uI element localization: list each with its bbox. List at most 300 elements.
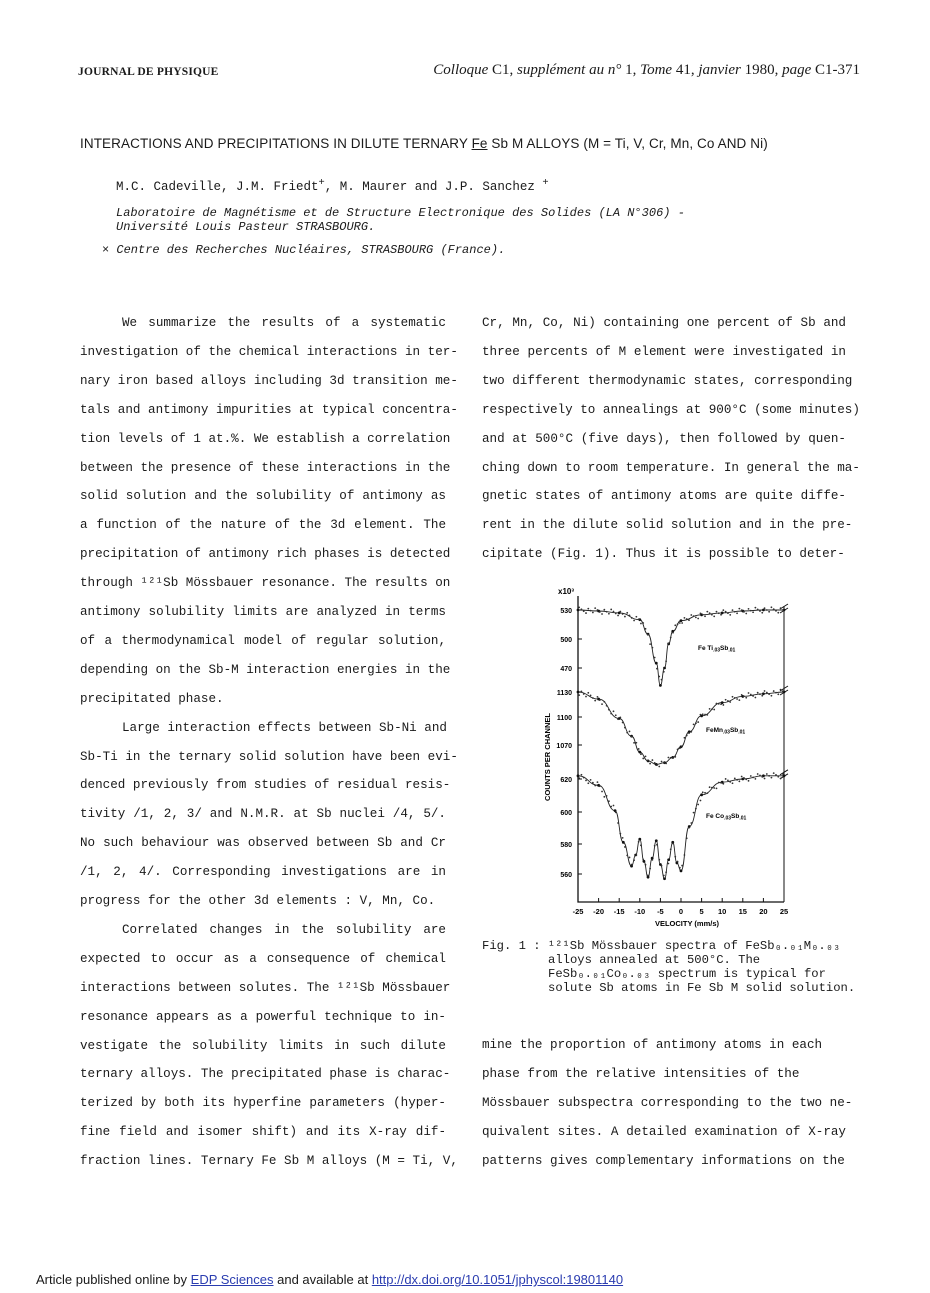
data-point bbox=[716, 787, 718, 789]
data-point bbox=[603, 796, 605, 798]
doi-link[interactable]: http://dx.doi.org/10.1051/jphyscol:19801140 bbox=[371, 1272, 624, 1287]
text-line: No such behaviour was observed between Sb and Cr bbox=[80, 836, 446, 851]
y-multiplier-label: x10³ bbox=[558, 587, 575, 596]
data-point bbox=[745, 613, 747, 615]
publisher-link[interactable]: EDP Sciences bbox=[190, 1272, 274, 1287]
data-point bbox=[775, 774, 777, 776]
text-line: progress for the other 3d elements : V, Mn, Co. bbox=[80, 894, 436, 908]
data-point bbox=[578, 694, 580, 696]
data-point bbox=[706, 611, 708, 613]
data-point bbox=[665, 660, 667, 662]
data-point bbox=[695, 722, 697, 724]
y-tick-label: 580 bbox=[560, 842, 572, 849]
data-point bbox=[727, 779, 729, 781]
data-point bbox=[727, 700, 729, 702]
data-point bbox=[750, 610, 752, 612]
data-point bbox=[615, 613, 617, 615]
affiliation-primary: Laboratoire de Magnétisme et de Structure Electronique des Solides (LA N°306) - Université Louis Pasteur STRASBOURG. bbox=[116, 206, 685, 234]
data-point bbox=[690, 822, 692, 824]
text-line: ternary alloys. The precipitated phase is charac- bbox=[80, 1067, 451, 1082]
data-point bbox=[782, 609, 784, 611]
data-point bbox=[736, 779, 738, 781]
data-point bbox=[578, 777, 580, 779]
data-point bbox=[686, 837, 688, 839]
issue-reference: Colloque C1, supplément au n° 1, Tome 41, janvier 1980, page C1-371 bbox=[433, 62, 860, 78]
data-point bbox=[674, 756, 676, 758]
data-point bbox=[725, 778, 727, 780]
data-point bbox=[631, 617, 633, 619]
data-point bbox=[725, 699, 727, 701]
data-point bbox=[681, 622, 683, 624]
data-point bbox=[734, 611, 736, 613]
text-line: tals and antimony impurities at typical concentra- bbox=[80, 402, 458, 417]
data-point bbox=[622, 837, 624, 839]
data-point bbox=[752, 695, 754, 697]
data-point bbox=[656, 844, 658, 846]
mossbauer-spectra-figure bbox=[530, 582, 792, 934]
data-point bbox=[729, 614, 731, 616]
data-point bbox=[752, 611, 754, 613]
data-point bbox=[752, 777, 754, 779]
data-point bbox=[750, 775, 752, 777]
data-point bbox=[658, 676, 660, 678]
paper-title: INTERACTIONS AND PRECIPITATIONS IN DILUTE TERNARY Fe Sb M ALLOYS (M = Ti, V, Cr, Mn, Co AND Ni) bbox=[80, 136, 768, 151]
data-point bbox=[757, 608, 759, 610]
data-point bbox=[780, 607, 782, 609]
data-point bbox=[777, 612, 779, 614]
data-point bbox=[603, 701, 605, 703]
data-point bbox=[656, 764, 658, 766]
data-point bbox=[711, 708, 713, 710]
data-point bbox=[638, 841, 640, 843]
data-point bbox=[581, 774, 583, 776]
x-tick-label: -20 bbox=[593, 907, 605, 916]
data-point bbox=[679, 867, 681, 869]
text-line: two different thermodynamic states, corresponding bbox=[482, 373, 853, 388]
data-point bbox=[624, 727, 626, 729]
data-point bbox=[771, 777, 773, 779]
data-point bbox=[725, 611, 727, 613]
data-point bbox=[613, 710, 615, 712]
data-point bbox=[581, 690, 583, 692]
data-point bbox=[721, 612, 724, 615]
data-point bbox=[764, 690, 766, 692]
data-point bbox=[651, 759, 653, 761]
data-point bbox=[665, 871, 667, 873]
text-line: patterns gives complementary informations on the bbox=[482, 1153, 845, 1168]
data-point bbox=[640, 623, 642, 625]
text-line: precipitated phase. bbox=[80, 691, 224, 706]
data-point bbox=[615, 812, 617, 814]
data-point bbox=[619, 611, 621, 613]
data-point bbox=[585, 612, 587, 614]
data-point bbox=[583, 610, 585, 612]
data-point bbox=[734, 697, 736, 699]
data-point bbox=[661, 761, 663, 763]
data-point bbox=[720, 614, 722, 616]
data-point bbox=[761, 612, 763, 614]
text-line: Large interaction effects between Sb-Ni and bbox=[122, 720, 447, 735]
data-point bbox=[631, 864, 633, 866]
data-point bbox=[626, 854, 628, 856]
data-point bbox=[768, 775, 770, 777]
data-point bbox=[608, 709, 610, 711]
data-point bbox=[780, 689, 782, 691]
data-point bbox=[764, 778, 766, 780]
data-point bbox=[722, 609, 724, 611]
data-point bbox=[716, 703, 718, 705]
data-point bbox=[645, 864, 647, 866]
data-point bbox=[663, 762, 665, 764]
data-point bbox=[693, 723, 695, 725]
data-point bbox=[663, 667, 666, 670]
fit-curve-3 bbox=[578, 776, 784, 879]
data-point bbox=[775, 692, 777, 694]
data-point bbox=[738, 780, 740, 782]
data-point bbox=[718, 782, 720, 784]
x-tick-label: 25 bbox=[779, 907, 789, 916]
y-tick-label: 560 bbox=[560, 872, 572, 879]
data-point bbox=[635, 616, 637, 618]
data-point bbox=[585, 696, 587, 698]
data-point bbox=[718, 612, 720, 614]
data-point bbox=[754, 607, 756, 609]
x-tick-label: 5 bbox=[699, 907, 704, 916]
text-line: through ¹²¹Sb Mössbauer resonance. The results on bbox=[80, 576, 451, 591]
data-point bbox=[695, 808, 697, 810]
data-point bbox=[578, 606, 580, 608]
data-point bbox=[732, 609, 734, 611]
text-line: solid solution and the solubility of antimony as bbox=[80, 489, 446, 504]
data-point bbox=[635, 854, 637, 856]
data-point bbox=[759, 693, 761, 695]
data-point bbox=[706, 714, 708, 716]
data-point bbox=[655, 839, 658, 842]
data-point bbox=[651, 859, 653, 861]
data-point bbox=[622, 613, 624, 615]
data-point bbox=[718, 703, 720, 705]
text-line: ching down to room temperature. In general the ma- bbox=[482, 460, 860, 475]
text-line: Correlated changes in the solubility are bbox=[122, 922, 446, 937]
left-column bbox=[80, 316, 458, 1176]
data-point bbox=[638, 618, 640, 620]
data-point bbox=[599, 699, 601, 701]
data-point bbox=[661, 679, 663, 681]
data-point bbox=[667, 858, 670, 861]
data-point bbox=[777, 693, 779, 695]
data-point bbox=[638, 748, 640, 750]
text-line: denced previously from studies of residual resis- bbox=[80, 778, 451, 793]
data-point bbox=[768, 611, 770, 613]
data-point bbox=[649, 868, 651, 870]
data-point bbox=[649, 643, 651, 645]
data-point bbox=[777, 776, 779, 778]
data-point bbox=[672, 632, 674, 634]
data-point bbox=[590, 610, 592, 612]
data-point bbox=[771, 606, 773, 608]
text-line: cipitate (Fig. 1). Thus it is possible to deter- bbox=[482, 547, 845, 562]
data-point bbox=[713, 787, 715, 789]
data-point bbox=[750, 694, 752, 696]
data-point bbox=[617, 615, 619, 617]
data-point bbox=[635, 742, 637, 744]
y-tick-label: 470 bbox=[560, 666, 572, 673]
text-line: gnetic states of antimony atoms are quite diffe- bbox=[482, 489, 846, 504]
text-line: expected to occur as a consequence of chemical bbox=[80, 951, 446, 966]
data-point bbox=[624, 846, 626, 848]
data-point bbox=[629, 857, 631, 859]
data-point bbox=[587, 692, 589, 694]
data-point bbox=[768, 693, 770, 695]
y-tick-label: 1070 bbox=[556, 743, 572, 750]
journal-name: JOURNAL DE PHYSIQUE bbox=[78, 66, 219, 78]
data-point bbox=[688, 827, 690, 829]
data-point bbox=[672, 843, 674, 845]
data-point bbox=[697, 618, 699, 620]
data-point bbox=[663, 875, 665, 877]
data-point bbox=[693, 812, 695, 814]
text-line: phase from the relative intensities of the bbox=[482, 1066, 800, 1081]
data-point bbox=[773, 772, 775, 774]
text-line: fraction lines. Ternary Fe Sb M alloys (M = Ti, V, bbox=[80, 1154, 458, 1169]
data-point bbox=[679, 747, 681, 749]
data-point bbox=[729, 781, 731, 783]
data-point bbox=[577, 609, 580, 612]
data-point bbox=[606, 705, 608, 707]
fit-curve-2 bbox=[578, 692, 784, 764]
data-point bbox=[629, 731, 631, 733]
data-point bbox=[577, 774, 580, 777]
data-point bbox=[727, 612, 729, 614]
data-point bbox=[601, 703, 603, 705]
data-point bbox=[773, 608, 775, 610]
data-point bbox=[642, 859, 644, 861]
author-list: M.C. Cadeville, J.M. Friedt+, M. Maurer and J.P. Sanchez + bbox=[116, 177, 549, 195]
data-point bbox=[651, 647, 653, 649]
data-point bbox=[688, 732, 690, 734]
data-point bbox=[655, 662, 658, 665]
y-tick-label: 600 bbox=[560, 810, 572, 817]
y-tick-label: 500 bbox=[560, 637, 572, 644]
data-point bbox=[668, 757, 670, 759]
caption-line: Fig. 1 : ¹²¹Sb Mössbauer spectra of FeSb₀.₀₁M₀.₀₃ bbox=[482, 939, 841, 953]
data-point bbox=[597, 696, 599, 698]
data-point bbox=[702, 791, 704, 793]
data-point bbox=[581, 608, 583, 610]
data-point bbox=[642, 758, 644, 760]
data-point bbox=[665, 763, 667, 765]
x-tick-label: 10 bbox=[718, 907, 727, 916]
data-point bbox=[757, 773, 759, 775]
data-point bbox=[704, 792, 706, 794]
data-point bbox=[610, 806, 612, 808]
data-point bbox=[592, 612, 594, 614]
data-point bbox=[677, 861, 679, 863]
data-point bbox=[608, 613, 610, 615]
data-point bbox=[590, 779, 592, 781]
data-point bbox=[668, 642, 670, 644]
data-point bbox=[713, 709, 715, 711]
data-point bbox=[587, 608, 589, 610]
data-point bbox=[711, 614, 713, 616]
data-point bbox=[658, 766, 660, 768]
x-tick-label: -15 bbox=[613, 907, 625, 916]
data-point bbox=[722, 704, 724, 706]
data-point bbox=[613, 805, 615, 807]
data-point bbox=[759, 775, 761, 777]
data-point bbox=[633, 620, 635, 622]
text-line: tivity /1, 2, 3/ and N.M.R. at Sb nuclei /4, 5/. bbox=[80, 807, 446, 822]
data-point bbox=[592, 782, 594, 784]
data-point bbox=[603, 609, 605, 611]
data-point bbox=[583, 693, 585, 695]
x-tick-label: 0 bbox=[678, 907, 684, 916]
data-point bbox=[622, 722, 624, 724]
data-point bbox=[617, 718, 619, 720]
data-point bbox=[674, 624, 676, 626]
data-point bbox=[761, 776, 763, 778]
data-point bbox=[597, 609, 599, 611]
data-point bbox=[680, 869, 683, 872]
data-point bbox=[706, 792, 708, 794]
y-tick-label: 1100 bbox=[556, 715, 572, 722]
data-point bbox=[704, 615, 706, 617]
data-point bbox=[654, 657, 656, 659]
data-point bbox=[585, 780, 587, 782]
data-point bbox=[713, 615, 715, 617]
data-point bbox=[643, 860, 646, 863]
text-line: vestigate the solubility limits in such dilute bbox=[80, 1038, 446, 1053]
text-line: depending on the Sb-M interaction energies in the bbox=[80, 662, 451, 677]
x-tick-label: -25 bbox=[572, 907, 584, 916]
data-point bbox=[736, 698, 738, 700]
data-point bbox=[766, 773, 768, 775]
text-line: precipitation of antimony rich phases is detected bbox=[80, 547, 451, 562]
data-point bbox=[775, 610, 777, 612]
data-point bbox=[686, 618, 688, 620]
data-point bbox=[738, 608, 740, 610]
x-tick-label: -5 bbox=[657, 907, 664, 916]
data-point bbox=[695, 616, 697, 618]
text-line: We summarize the results of a systematic bbox=[122, 316, 446, 330]
data-point bbox=[592, 697, 594, 699]
data-point bbox=[663, 671, 665, 673]
data-point bbox=[608, 800, 610, 802]
y-tick-label: 530 bbox=[560, 608, 572, 615]
text-line: three percents of M element were investigated in bbox=[482, 344, 846, 359]
data-point bbox=[606, 795, 608, 797]
data-point bbox=[658, 859, 660, 861]
text-line: antimony solubility limits are analyzed in terms bbox=[80, 605, 446, 619]
data-point bbox=[732, 696, 734, 698]
data-point bbox=[626, 612, 628, 614]
data-point bbox=[702, 614, 704, 616]
data-point bbox=[610, 609, 612, 611]
data-point bbox=[674, 856, 676, 858]
x-tick-label: 15 bbox=[738, 907, 747, 916]
data-point bbox=[711, 787, 713, 789]
data-point bbox=[619, 833, 621, 835]
data-point bbox=[732, 782, 734, 784]
data-point bbox=[743, 777, 745, 779]
data-point bbox=[709, 612, 711, 614]
data-point bbox=[704, 714, 706, 716]
data-point bbox=[590, 695, 592, 697]
data-point bbox=[659, 684, 662, 687]
data-point bbox=[631, 736, 633, 738]
y-tick-label: 1130 bbox=[556, 690, 572, 697]
data-point bbox=[647, 760, 649, 762]
text-line: fine field and isomer shift) and its X-ray dif- bbox=[80, 1125, 446, 1140]
y-tick-label: 620 bbox=[560, 777, 572, 784]
data-point bbox=[709, 786, 711, 788]
data-point bbox=[617, 822, 619, 824]
data-point bbox=[743, 695, 745, 697]
data-point bbox=[754, 778, 756, 780]
text-line: quivalent sites. A detailed examination of X-ray bbox=[482, 1124, 846, 1139]
data-point bbox=[626, 732, 628, 734]
data-point bbox=[741, 776, 743, 778]
data-point bbox=[624, 616, 626, 618]
plot-axes bbox=[578, 596, 784, 902]
data-point bbox=[640, 753, 642, 755]
text-line: Mössbauer subspectra corresponding to the two ne- bbox=[482, 1095, 853, 1110]
data-point bbox=[729, 701, 731, 703]
text-line: investigation of the chemical interactions in ter- bbox=[80, 344, 458, 359]
data-point bbox=[668, 863, 670, 865]
data-point bbox=[587, 782, 589, 784]
data-point bbox=[599, 611, 601, 613]
data-point bbox=[734, 778, 736, 780]
data-point bbox=[741, 694, 743, 696]
text-line: between the presence of these interactions in the bbox=[80, 460, 451, 475]
data-point bbox=[738, 699, 740, 701]
data-point bbox=[722, 783, 724, 785]
data-point bbox=[654, 845, 656, 847]
data-point bbox=[615, 714, 617, 716]
data-point bbox=[690, 731, 692, 733]
data-point bbox=[759, 610, 761, 612]
data-point bbox=[677, 623, 679, 625]
data-point bbox=[700, 714, 702, 716]
text-line: interactions between solutes. The ¹²¹Sb Mössbauer bbox=[80, 980, 451, 995]
series-label-3: Fe $Co_{.03}Sb_{.01}$ bbox=[706, 813, 747, 822]
data-point bbox=[766, 692, 768, 694]
data-point bbox=[654, 762, 656, 764]
text-line: nary iron based alloys including 3d transition me- bbox=[80, 373, 458, 388]
data-point bbox=[680, 619, 683, 622]
data-point bbox=[766, 609, 768, 611]
data-point bbox=[638, 751, 641, 754]
caption-line: alloys annealed at 500°C. The bbox=[548, 953, 761, 967]
data-point bbox=[649, 763, 651, 765]
data-point bbox=[782, 690, 784, 692]
text-line: and at 500°C (five days), then followed by quen- bbox=[482, 431, 846, 446]
data-point bbox=[745, 697, 747, 699]
data-point bbox=[700, 800, 702, 802]
data-point bbox=[700, 612, 702, 614]
data-point bbox=[762, 692, 765, 695]
data-point bbox=[645, 756, 647, 758]
data-point bbox=[688, 619, 690, 621]
data-point bbox=[601, 613, 603, 615]
text-line: /1, 2, 4/. Corresponding investigations are in bbox=[80, 865, 446, 880]
data-point bbox=[748, 780, 750, 782]
data-point bbox=[773, 690, 775, 692]
caption-line: solute Sb atoms in Fe Sb M solid solution. bbox=[548, 981, 856, 995]
data-point bbox=[716, 611, 718, 613]
data-point bbox=[736, 612, 738, 614]
